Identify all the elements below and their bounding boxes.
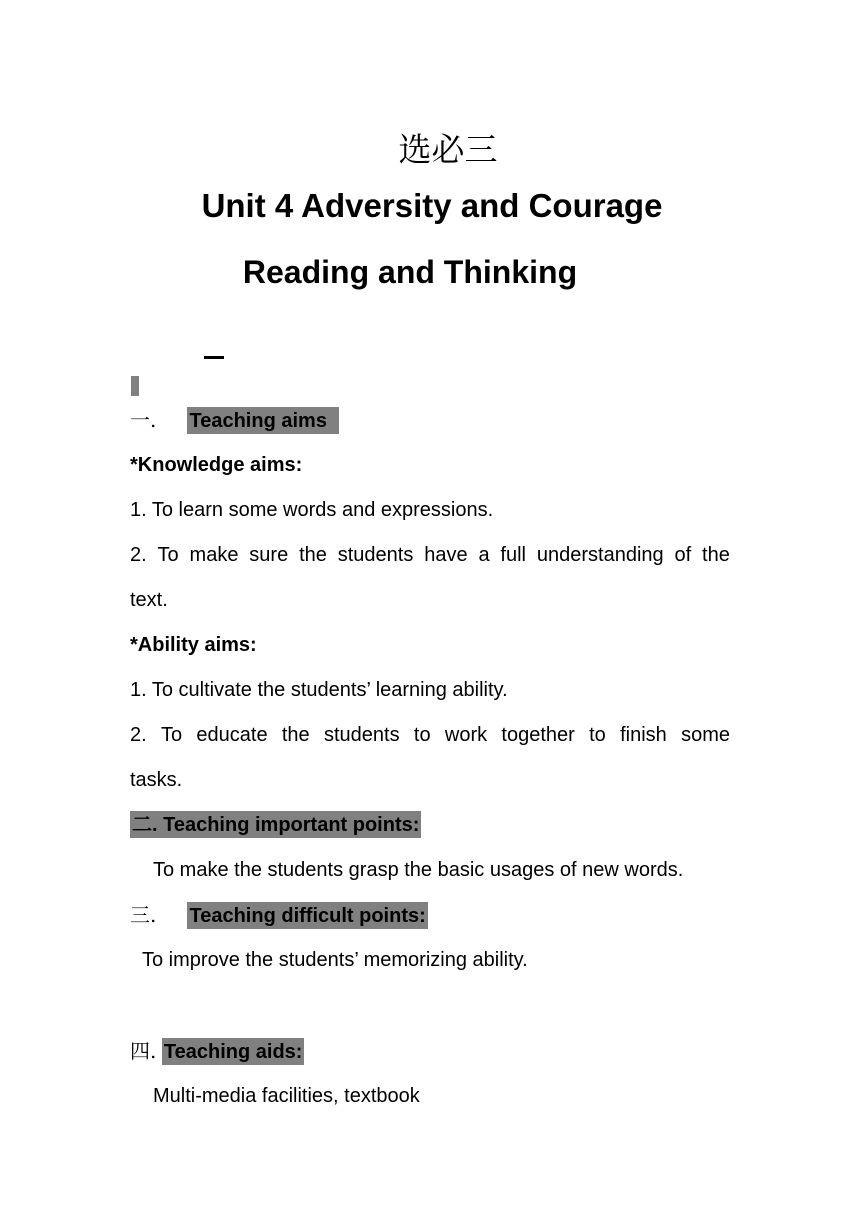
section-heading: Teaching difficult points: [187, 902, 427, 929]
knowledge-aims-label: *Knowledge aims: [130, 454, 303, 476]
title-chinese: 选必三 [398, 130, 498, 169]
ability-aim-1: 1. To cultivate the students’ learning ability. [130, 679, 508, 701]
word: to [413, 724, 431, 746]
section-important-points [130, 813, 421, 837]
section-number: 三. [130, 903, 157, 927]
word: full [500, 544, 526, 566]
word: 2. [130, 724, 147, 746]
word: To [160, 724, 183, 746]
knowledge-aim-2-cont: text. [130, 589, 168, 611]
important-points-text: To make the students grasp the basic usages of new words. [153, 859, 684, 881]
word: together [501, 724, 575, 746]
ability-aims-label: *Ability aims: [130, 634, 257, 656]
section-teaching-aims [130, 408, 339, 433]
word: students [337, 544, 414, 566]
section-difficult-points [130, 903, 428, 928]
gray-marker [131, 376, 139, 396]
word: To [157, 544, 179, 566]
unit-title: Unit 4 Adversity and Courage [201, 187, 663, 224]
word: finish [620, 724, 667, 746]
knowledge-aim-1: 1. To learn some words and expressions. [130, 499, 494, 521]
dash-mark [204, 356, 224, 359]
word: have [424, 544, 468, 566]
word: of [674, 544, 692, 566]
section-number: 四. [130, 1039, 157, 1063]
section-number: 一. [130, 408, 157, 432]
word: a [478, 544, 490, 566]
word: 2. [130, 544, 147, 566]
section-heading: Teaching aids: [162, 1038, 305, 1065]
difficult-points-text: To improve the students’ memorizing ability. [142, 949, 528, 971]
knowledge-aim-2 [130, 543, 730, 567]
word: to [589, 724, 606, 746]
ability-aim-2 [130, 723, 730, 747]
word: sure [249, 544, 289, 566]
word: the [702, 544, 730, 566]
section-heading: 二. Teaching important points: [130, 811, 421, 838]
word: work [444, 724, 488, 746]
word: the [281, 724, 310, 746]
section-teaching-aids [130, 1039, 304, 1064]
word: some [681, 724, 730, 746]
lesson-title: Reading and Thinking [242, 254, 578, 290]
section-heading: Teaching aims [187, 407, 338, 434]
word: educate [196, 724, 268, 746]
word: understanding [536, 544, 664, 566]
teaching-aids-text: Multi-media facilities, textbook [153, 1085, 420, 1107]
word: students [323, 724, 400, 746]
ability-aim-2-cont: tasks. [130, 769, 183, 791]
word: make [189, 544, 239, 566]
word: the [299, 544, 327, 566]
